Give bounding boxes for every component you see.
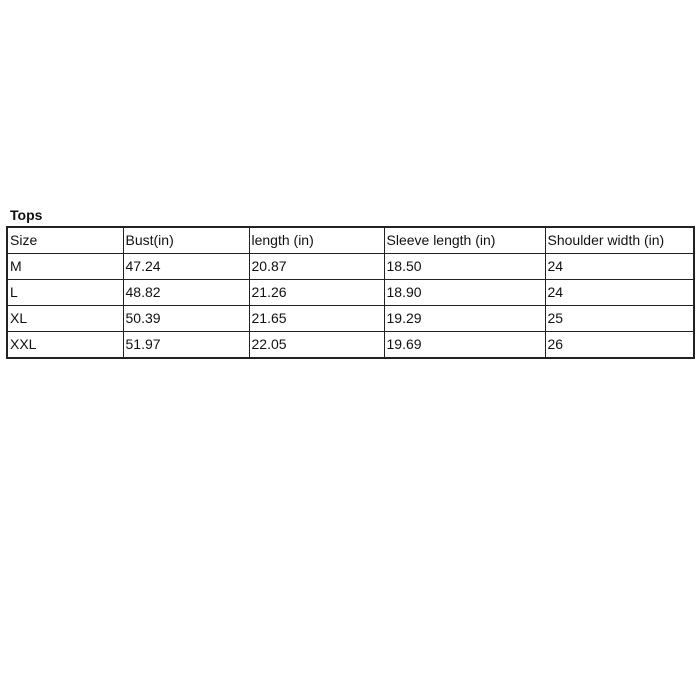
cell-shoulder-width: 25 xyxy=(545,306,694,332)
header-cell-bust: Bust(in) xyxy=(123,227,249,254)
cell-sleeve-length: 19.29 xyxy=(384,306,545,332)
cell-length: 21.26 xyxy=(249,280,384,306)
header-cell-length: length (in) xyxy=(249,227,384,254)
cell-size: M xyxy=(7,254,123,280)
cell-shoulder-width: 24 xyxy=(545,280,694,306)
cell-size: XL xyxy=(7,306,123,332)
cell-length: 20.87 xyxy=(249,254,384,280)
header-row xyxy=(7,227,694,254)
cell-shoulder-width: 24 xyxy=(545,254,694,280)
table-row xyxy=(7,332,694,359)
cell-sleeve-length: 18.90 xyxy=(384,280,545,306)
size-chart-table xyxy=(6,226,695,359)
table-title: Tops xyxy=(10,207,43,223)
cell-size: XXL xyxy=(7,332,123,359)
header-cell-sleeve-length: Sleeve length (in) xyxy=(384,227,545,254)
table-row xyxy=(7,306,694,332)
table-row xyxy=(7,254,694,280)
cell-length: 22.05 xyxy=(249,332,384,359)
cell-sleeve-length: 19.69 xyxy=(384,332,545,359)
cell-bust: 50.39 xyxy=(123,306,249,332)
cell-size: L xyxy=(7,280,123,306)
header-cell-size: Size xyxy=(7,227,123,254)
header-cell-shoulder-width: Shoulder width (in) xyxy=(545,227,694,254)
cell-bust: 47.24 xyxy=(123,254,249,280)
table-row xyxy=(7,280,694,306)
cell-length: 21.65 xyxy=(249,306,384,332)
cell-bust: 51.97 xyxy=(123,332,249,359)
cell-bust: 48.82 xyxy=(123,280,249,306)
cell-shoulder-width: 26 xyxy=(545,332,694,359)
cell-sleeve-length: 18.50 xyxy=(384,254,545,280)
